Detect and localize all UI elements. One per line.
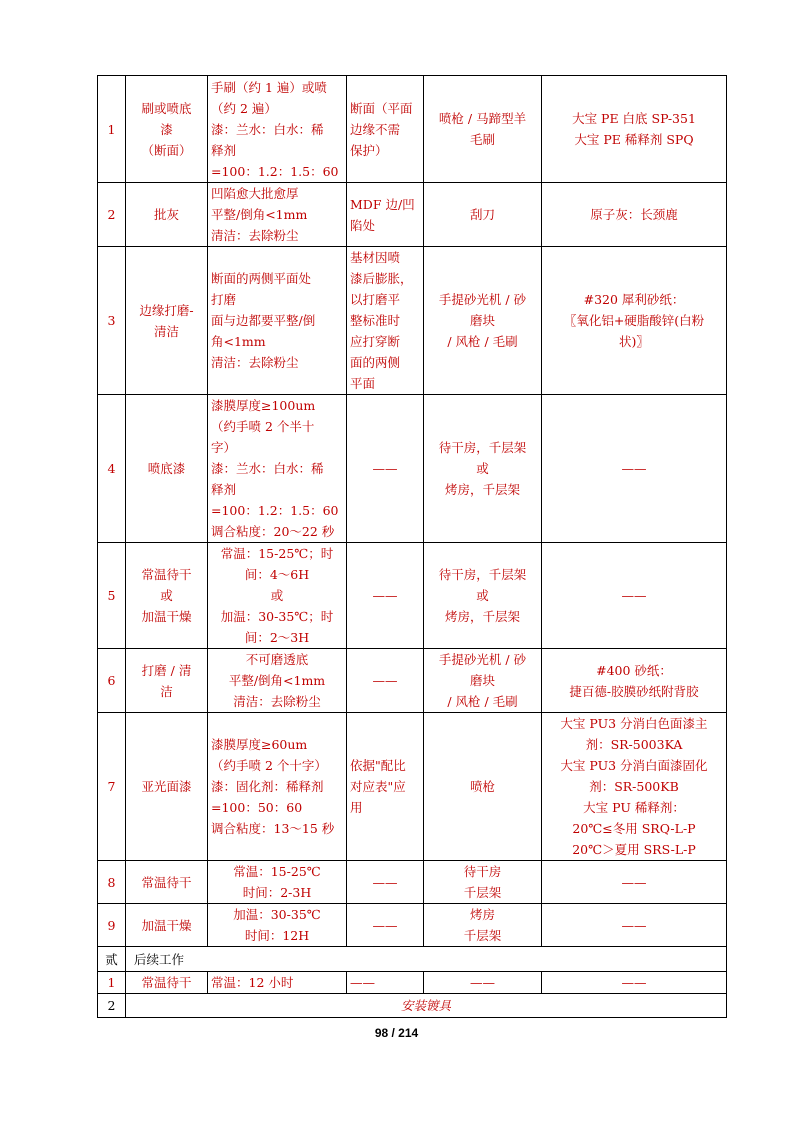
step-tools: [424, 76, 542, 183]
cell-line: 依据"配比: [350, 758, 406, 773]
cell-line: 亚光面漆: [141, 779, 192, 794]
step-materials: [542, 861, 727, 904]
cell-line: 漆：兰水：白水：稀: [211, 461, 324, 476]
cell-line: 基材因喷: [350, 250, 401, 265]
cell-line: 对应表"应: [350, 779, 406, 794]
section-title: 后续工作: [126, 947, 727, 972]
cell-line: ——: [372, 588, 398, 603]
process-table: [97, 75, 727, 1018]
step-scope: [347, 713, 424, 861]
cell-line: 手提砂光机 / 砂: [438, 292, 527, 307]
cell-line: 时间：2-3H: [242, 885, 312, 900]
table-row: [98, 649, 727, 713]
cell-line: 间：4～6H: [244, 567, 310, 582]
step-name: [126, 543, 208, 649]
cell-line: 用: [350, 800, 363, 815]
cell-line: 〖氧化铝+硬脂酸锌(白粉: [563, 313, 705, 328]
step-materials: [542, 713, 727, 861]
cell-line: 断面的两侧平面处: [211, 271, 312, 286]
cell-line: 待干房，千层架: [438, 567, 527, 582]
step-tools: [424, 904, 542, 947]
cell-line: 批灰: [153, 207, 179, 222]
cell-line: 以打磨平: [350, 292, 401, 307]
step-number: 4: [98, 395, 126, 543]
step-name: 常温待干: [126, 972, 208, 994]
cell-line: =100：1.2：1.5：60: [211, 163, 339, 179]
cell-line: 时间：12H: [244, 928, 310, 943]
cell-line: 或: [270, 588, 284, 603]
cell-line: 清洁：去除粉尘: [233, 694, 321, 709]
cell-line: 调合粘度：13～15 秒: [211, 821, 335, 836]
step-number: 9: [98, 904, 126, 947]
cell-line: 陷处: [350, 217, 376, 233]
step-materials: [542, 395, 727, 543]
step-tools: [424, 395, 542, 543]
cell-line: 面的两侧: [350, 355, 401, 370]
step-scope: [347, 543, 424, 649]
cell-line: 不可磨透底: [245, 652, 309, 667]
cell-line: 漆：固化剂：稀释剂: [211, 779, 324, 794]
cell-line: 剂：SR-500KB: [589, 779, 679, 794]
step-name: [126, 861, 208, 904]
cell-line: 常温待干: [141, 874, 192, 890]
cell-line: 加温干燥: [141, 917, 192, 933]
step-materials: [542, 76, 727, 183]
cell-line: 加温：30-35℃；时: [220, 609, 334, 624]
cell-line: 烤房，千层架: [444, 609, 520, 624]
cell-line: 大宝 PU 稀释剂：: [583, 800, 685, 815]
step-params: [208, 183, 347, 247]
table-row: [98, 972, 727, 994]
step-tools: [424, 649, 542, 713]
cell-line: =100：50：60: [211, 800, 303, 815]
step-materials: ——: [542, 972, 727, 994]
step-number: 2: [98, 183, 126, 247]
cell-line: 平面: [350, 376, 376, 391]
cell-line: 加温干燥: [141, 609, 192, 624]
step-params: [208, 76, 347, 183]
cell-line: 喷底漆: [147, 461, 186, 476]
cell-line: 手刷（约 1 遍）或喷: [211, 79, 327, 95]
cell-line: ——: [621, 588, 647, 603]
cell-line: 待干房，千层架: [438, 440, 527, 455]
step-scope: [347, 183, 424, 247]
step-tools: [424, 713, 542, 861]
step-name: [126, 76, 208, 183]
cell-line: 清洁：去除粉尘: [211, 228, 299, 243]
cell-line: 边缘不需: [350, 121, 401, 137]
step-name: [126, 183, 208, 247]
cell-line: （断面）: [141, 142, 192, 158]
cell-line: 手提砂光机 / 砂: [438, 652, 527, 667]
cell-line: ——: [621, 874, 647, 890]
step-number: 1: [98, 76, 126, 183]
step-materials: [542, 183, 727, 247]
cell-line: 断面（平面: [350, 100, 413, 116]
cell-line: ——: [372, 461, 398, 476]
cell-line: ——: [372, 917, 398, 933]
cell-line: 漆后膨胀，: [350, 271, 413, 286]
step-materials: [542, 247, 727, 395]
cell-line: MDF 边/凹: [350, 196, 415, 212]
step-tools: [424, 183, 542, 247]
cell-line: 磨块: [469, 673, 495, 688]
cell-line: 状)〗: [619, 334, 649, 349]
cell-line: #320 犀利砂纸：: [583, 292, 685, 307]
cell-line: 平整/倒角<1mm: [228, 673, 326, 688]
section-label: 贰: [98, 947, 126, 972]
cell-line: 释剂: [211, 482, 237, 497]
cell-line: 清洁: [153, 323, 179, 339]
cell-line: 剂：SR-5003KA: [585, 737, 683, 752]
cell-line: 打磨 / 清: [141, 662, 192, 678]
cell-line: （约手喷 2 个十字）: [211, 758, 327, 773]
page-number: 98 / 214: [374, 1026, 419, 1040]
cell-line: =100：1.2：1.5：60: [211, 503, 339, 518]
step-number: 7: [98, 713, 126, 861]
cell-line: 大宝 PE 白底 SP-351: [572, 111, 696, 126]
step-name: [126, 649, 208, 713]
cell-line: 应打穿断: [350, 334, 401, 349]
cell-line: 或: [160, 588, 173, 603]
cell-line: ——: [621, 461, 647, 476]
cell-line: 大宝 PU3 分消白面漆固化: [560, 758, 708, 773]
cell-line: ——: [372, 673, 398, 688]
step-scope: [347, 395, 424, 543]
step-materials: [542, 543, 727, 649]
cell-line: 漆膜厚度≥100um: [211, 398, 316, 413]
section-row: [98, 947, 727, 972]
step-name: [126, 713, 208, 861]
step-tools: [424, 247, 542, 395]
step-params: 常温：12 小时: [208, 972, 347, 994]
cell-line: 常温待干: [141, 567, 192, 582]
cell-line: 20℃≤冬用 SRQ-L-P: [572, 821, 696, 836]
cell-line: 烤房: [469, 907, 495, 922]
step-tools: [424, 543, 542, 649]
cell-line: 打磨: [211, 292, 237, 307]
step-scope: ——: [347, 972, 424, 994]
cell-line: #400 砂纸：: [596, 662, 672, 678]
cell-line: 原子灰：长颈鹿: [590, 207, 678, 222]
cell-line: 喷枪 / 马蹄型羊: [438, 111, 527, 126]
table-row: [98, 543, 727, 649]
cell-line: / 风枪 / 毛刷: [447, 694, 518, 709]
cell-line: 角<1mm: [211, 334, 266, 349]
cell-line: 漆：兰水：白水：稀: [211, 121, 324, 137]
cell-line: 待干房: [463, 864, 502, 879]
step-scope: [347, 649, 424, 713]
cell-line: 间：2～3H: [244, 630, 310, 645]
step-number: 2: [98, 994, 126, 1018]
step-number: 5: [98, 543, 126, 649]
step-name: [126, 395, 208, 543]
step-number: 8: [98, 861, 126, 904]
cell-line: 调合粘度：20～22 秒: [211, 524, 335, 539]
cell-line: 20℃＞夏用 SRS-L-P: [572, 842, 696, 857]
step-params: [208, 713, 347, 861]
cell-line: 喷枪: [469, 779, 495, 794]
cell-line: ——: [372, 874, 398, 890]
table-row: [98, 904, 727, 947]
cell-line: 凹陷愈大批愈厚: [211, 186, 299, 201]
step-scope: [347, 904, 424, 947]
table-row: [98, 861, 727, 904]
cell-line: 漆: [160, 121, 173, 137]
step-name: [126, 247, 208, 395]
cell-line: （约 2 遍）: [211, 100, 277, 116]
step-tools: ——: [424, 972, 542, 994]
cell-line: 边缘打磨-: [139, 302, 194, 318]
step-scope: [347, 76, 424, 183]
cell-line: 捷百德-胶膜砂纸附背胶: [569, 683, 699, 699]
step-params: [208, 649, 347, 713]
step-params: [208, 543, 347, 649]
cell-line: 洁: [160, 683, 173, 699]
step-number: 6: [98, 649, 126, 713]
final-row-text: 安装镀具: [126, 994, 727, 1018]
cell-line: 或: [476, 588, 489, 603]
cell-line: 刮刀: [469, 207, 495, 222]
cell-line: 面与边都要平整/倒: [211, 313, 316, 328]
cell-line: 加温：30-35℃: [233, 907, 321, 922]
step-params: [208, 395, 347, 543]
step-materials: [542, 904, 727, 947]
cell-line: 大宝 PE 稀释剂 SPQ: [574, 132, 694, 147]
cell-line: 常温：15-25℃；时: [220, 546, 334, 561]
cell-line: / 风枪 / 毛刷: [447, 334, 518, 349]
cell-line: 烤房，千层架: [444, 482, 520, 497]
cell-line: 千层架: [463, 885, 502, 900]
table-row: [98, 713, 727, 861]
step-params: [208, 247, 347, 395]
cell-line: 大宝 PU3 分消白色面漆主: [560, 716, 708, 731]
table-row: [98, 76, 727, 183]
cell-line: 漆膜厚度≥60um: [211, 737, 308, 752]
cell-line: 整标准时: [350, 313, 401, 328]
step-name: [126, 904, 208, 947]
cell-line: （约手喷 2 个半十: [211, 419, 315, 434]
cell-line: 保护）: [350, 142, 388, 158]
cell-line: 毛刷: [469, 132, 495, 147]
cell-line: 常温：15-25℃: [233, 864, 321, 879]
cell-line: 平整/倒角<1mm: [211, 207, 308, 222]
step-params: [208, 904, 347, 947]
step-scope: [347, 861, 424, 904]
cell-line: 或: [476, 461, 489, 476]
step-number: 1: [98, 972, 126, 994]
cell-line: 刷或喷底: [141, 100, 192, 116]
table-row: [98, 183, 727, 247]
step-params: [208, 861, 347, 904]
step-tools: [424, 861, 542, 904]
step-number: 3: [98, 247, 126, 395]
cell-line: 清洁：去除粉尘: [211, 355, 299, 370]
cell-line: 千层架: [463, 928, 502, 943]
cell-line: 字）: [211, 440, 237, 455]
cell-line: 磨块: [469, 313, 495, 328]
cell-line: ——: [621, 917, 647, 933]
table-row: [98, 395, 727, 543]
table-row: [98, 247, 727, 395]
table-row-final: [98, 994, 727, 1018]
cell-line: 释剂: [211, 142, 237, 158]
step-materials: [542, 649, 727, 713]
step-scope: [347, 247, 424, 395]
